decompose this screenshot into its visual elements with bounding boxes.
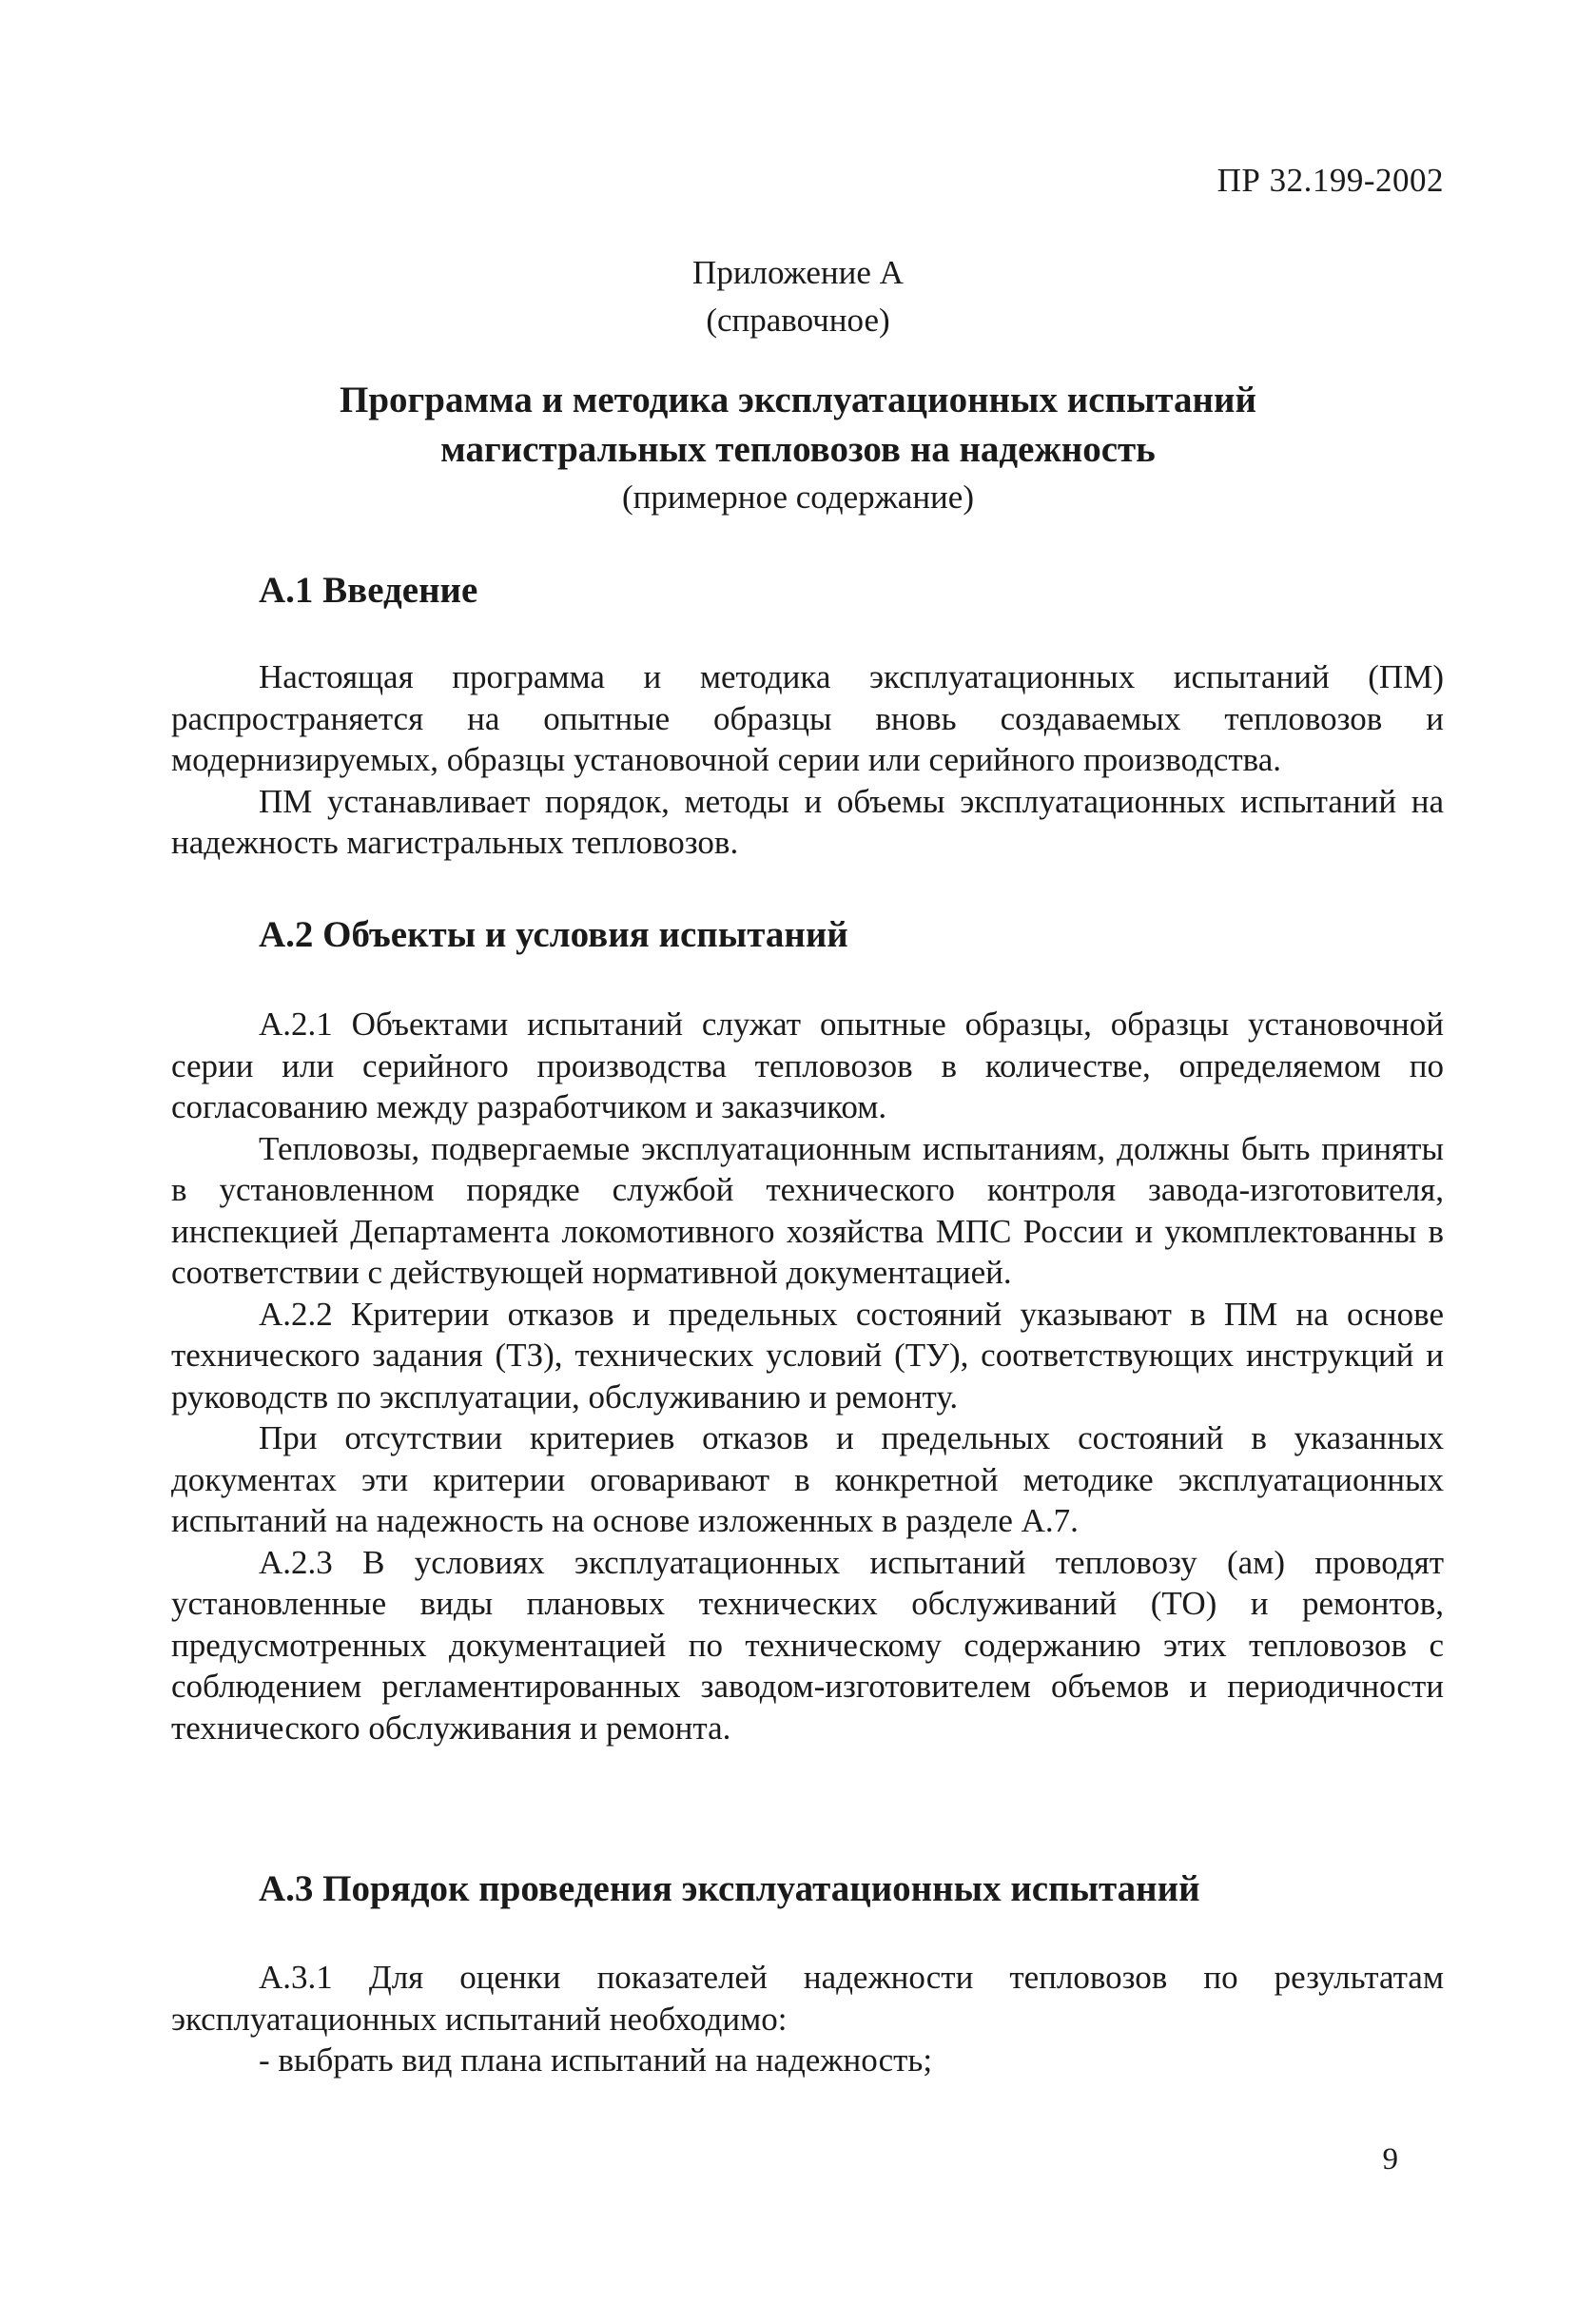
appendix-type: (справочное) — [706, 302, 890, 339]
section-heading-a2: А.2 Объекты и условия испытаний — [259, 914, 848, 955]
section-body-a2 — [171, 1004, 1444, 1748]
section-body-a3 — [171, 1957, 1444, 2081]
document-title — [171, 376, 1425, 475]
title-line-1: Программа и методика эксплуатационных испытаний — [340, 380, 1256, 420]
section-body-a1 — [171, 656, 1444, 864]
title-subtitle: (примерное содержание) — [622, 478, 974, 516]
paragraph: А.2.1 Объектами испытаний служат опытные образцы, образцы установочной серии или серийного производства тепловозов в количестве, определяемом по согласованию между разработчиком и заказчиком. — [171, 1006, 1444, 1125]
section-heading-a1: А.1 Введение — [259, 570, 478, 611]
list-item: - выбрать вид плана испытаний на надежность; — [259, 2041, 933, 2079]
paragraph: А.2.2 Критерии отказов и предельных состояний указывают в ПМ на основе технического задания (ТЗ), технических условий (ТУ), соответствующих инструкций и руководств по эксплуатации, обслуживанию и ремонту. — [171, 1295, 1444, 1416]
page-number: 9 — [1382, 2142, 1398, 2177]
paragraph: При отсутствии критериев отказов и предельных состояний в указанных документах эти критерии оговаривают в конкретной методике эксплуатационных испытаний на надежность на основе изложенных в разделе А.7. — [171, 1419, 1444, 1539]
paragraph: Настоящая программа и методика эксплуатационных испытаний (ПМ) распространяется на опытные образцы вновь создаваемых тепловозов и модернизируемых, образцы установочной серии или серийного производства. — [171, 658, 1444, 778]
paragraph: ПМ устанавливает порядок, методы и объемы эксплуатационных испытаний на надежность магистральных тепловозов. — [171, 782, 1444, 861]
paragraph: Тепловозы, подвергаемые эксплуатационным испытаниям, должны быть приняты в установленном порядке службой технического контроля завода-изготовителя, инспекцией Департамента локомотивного хозяйства МПС России и укомплектованны в соответствии с действующей нормативной документацией. — [171, 1129, 1444, 1291]
appendix-heading — [0, 249, 1596, 344]
appendix-label: Приложение А — [692, 254, 904, 291]
title-line-2: магистральных тепловозов на надежность — [440, 429, 1156, 470]
paragraph: А.2.3 В условиях эксплуатационных испытаний тепловозу (ам) проводят установленные виды плановых технических обслуживаний (ТО) и ремонтов, предусмотренных документацией по техническому содержанию этих тепловозов с соблюдением регламентированных заводом-изготовителем объемов и периодичности технического обслуживания и ремонта. — [171, 1543, 1444, 1747]
paragraph: А.3.1 Для оценки показателей надежности тепловозов по результатам эксплуатационных испытаний необходимо: — [171, 1959, 1444, 2038]
section-heading-a3: А.3 Порядок проведения эксплуатационных испытаний — [259, 1868, 1200, 1909]
document-code: ПР 32.199-2002 — [1216, 162, 1444, 199]
